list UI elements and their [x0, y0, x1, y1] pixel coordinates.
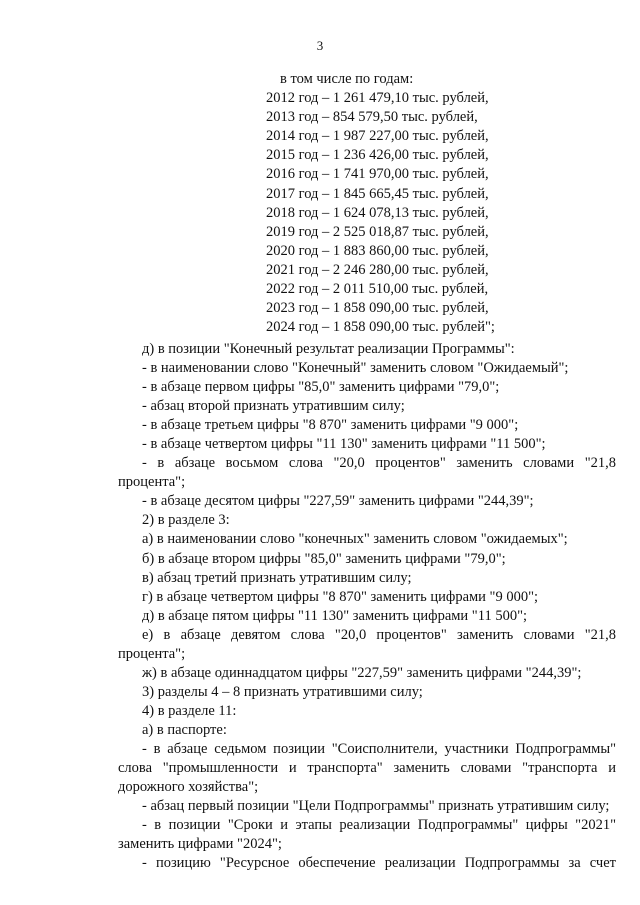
paragraph: - позицию "Ресурсное обеспечение реализации Подпрограммы за счет: [142, 855, 616, 872]
funding-year-line: 2012 год – 1 261 479,10 тыс. рублей,: [266, 90, 489, 107]
paragraph: 3) разделы 4 – 8 признать утратившими силу;: [142, 683, 423, 700]
paragraph: - в позиции "Сроки и этапы реализации Подпрограммы" цифры "2021" заменить цифрами "2024";: [118, 817, 616, 853]
paragraph: - в абзаце четвертом цифры "11 130" заменить цифрами "11 500";: [142, 436, 546, 453]
paragraph: - в абзаце первом цифры "85,0" заменить цифрами "79,0";: [142, 379, 500, 396]
paragraph: д) в абзаце пятом цифры "11 130" заменить цифрами "11 500";: [142, 607, 528, 624]
paragraph: - в абзаце третьем цифры "8 870" заменить цифрами "9 000";: [142, 417, 519, 434]
document-body: [118, 340, 616, 873]
paragraph: б) в абзаце втором цифры "85,0" заменить цифрами "79,0";: [142, 550, 506, 567]
paragraph: е) в абзаце девятом слова "20,0 процентов" заменить словами "21,8 процента";: [118, 626, 616, 662]
funding-year-line: 2020 год – 1 883 860,00 тыс. рублей,: [266, 242, 489, 259]
funding-year-line: 2015 год – 1 236 426,00 тыс. рублей,: [266, 147, 489, 164]
paragraph: а) в паспорте:: [142, 721, 227, 738]
paragraph: в) абзац третий признать утратившим силу;: [142, 569, 412, 586]
funding-intro: в том числе по годам:: [280, 71, 414, 87]
paragraph: - абзац первый позиции "Цели Подпрограммы" признать утратившим силу;: [142, 798, 610, 815]
funding-year-line: 2023 год – 1 858 090,00 тыс. рублей,: [266, 300, 489, 317]
paragraph: 4) в разделе 11:: [142, 702, 237, 719]
paragraph: - в абзаце восьмом слова "20,0 процентов" заменить словами "21,8 процента";: [118, 455, 616, 491]
paragraph: - в абзаце десятом цифры "227,59" заменить цифрами "244,39";: [142, 493, 534, 510]
funding-year-line: 2014 год – 1 987 227,00 тыс. рублей,: [266, 128, 489, 145]
funding-year-line: 2021 год – 2 246 280,00 тыс. рублей,: [266, 261, 489, 278]
funding-year-line: 2013 год – 854 579,50 тыс. рублей,: [266, 109, 478, 126]
funding-year-line: 2017 год – 1 845 665,45 тыс. рублей,: [266, 185, 489, 202]
funding-year-line: 2022 год – 2 011 510,00 тыс. рублей,: [266, 281, 489, 298]
paragraph: - в абзаце седьмом позиции "Соисполнители, участники Подпрограммы" слова "промышленности и транспорта" заменить словами "транспорта и дорожного хозяйства";: [118, 740, 616, 796]
funding-by-year-block: [266, 70, 495, 337]
paragraph: - в наименовании слово "Конечный" заменить словом "Ожидаемый";: [142, 360, 569, 377]
funding-year-line: 2024 год – 1 858 090,00 тыс. рублей";: [266, 319, 495, 336]
paragraph: а) в наименовании слово "конечных" заменить словом "ожидаемых";: [142, 531, 568, 548]
paragraph: г) в абзаце четвертом цифры "8 870" заменить цифрами "9 000";: [142, 588, 539, 605]
page-number: 3: [316, 38, 324, 53]
paragraph: ж) в абзаце одиннадцатом цифры "227,59" заменить цифрами "244,39";: [142, 664, 582, 681]
paragraph: д) в позиции "Конечный результат реализации Программы":: [142, 341, 515, 357]
funding-year-line: 2019 год – 2 525 018,87 тыс. рублей,: [266, 223, 489, 240]
funding-year-line: 2018 год – 1 624 078,13 тыс. рублей,: [266, 204, 489, 221]
paragraph: - абзац второй признать утратившим силу;: [142, 398, 405, 415]
paragraph: 2) в разделе 3:: [142, 512, 230, 529]
funding-year-line: 2016 год – 1 741 970,00 тыс. рублей,: [266, 166, 489, 183]
